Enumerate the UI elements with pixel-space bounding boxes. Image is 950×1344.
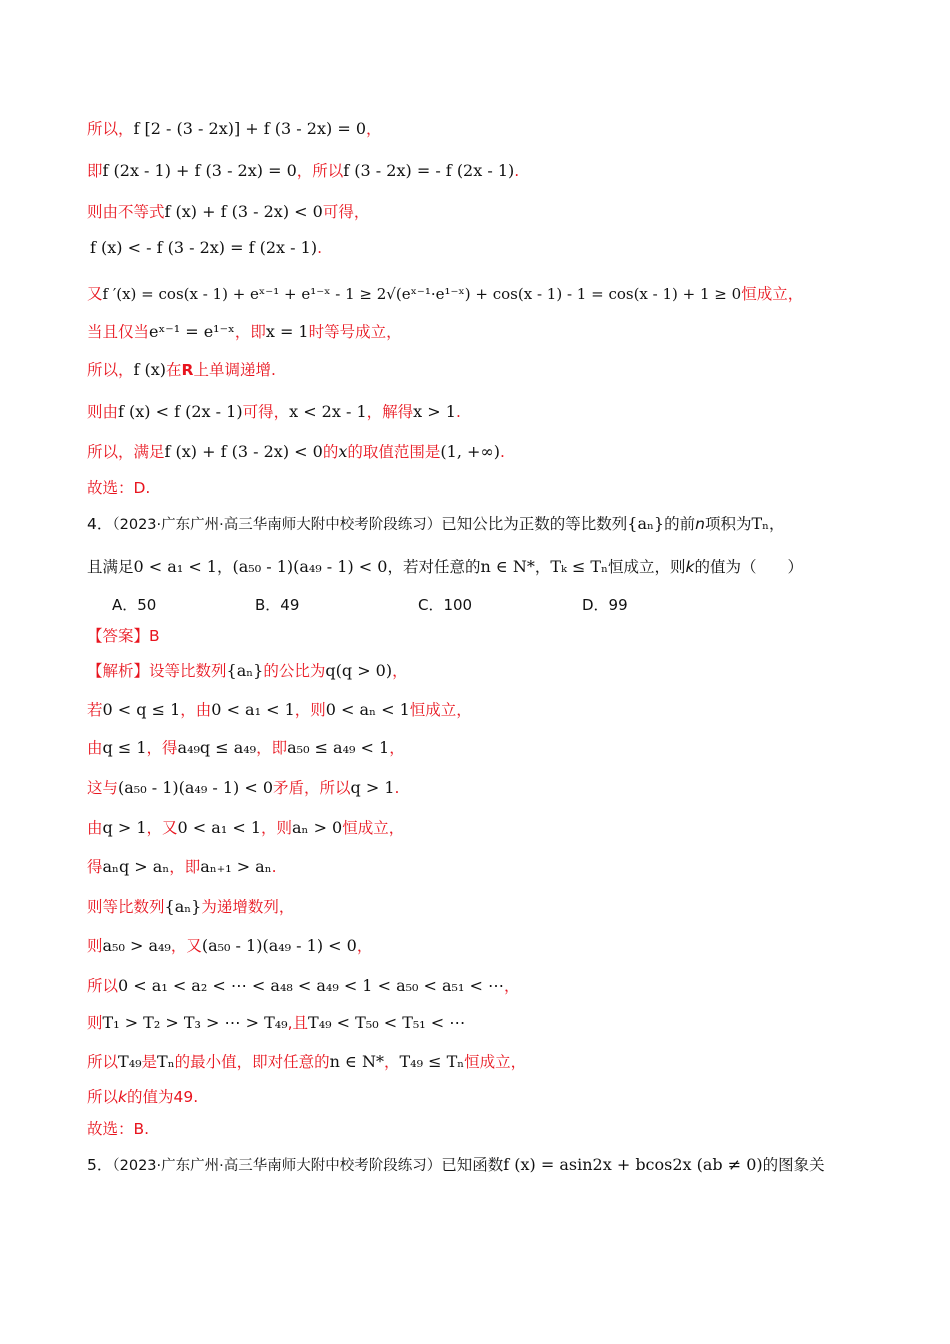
question-source: （2023·广东广州·高三华南师大附中校考阶段练习） xyxy=(112,517,442,533)
text: 恒成立，则 xyxy=(608,558,686,576)
formula: x > 1 xyxy=(413,402,456,421)
text: ，得 xyxy=(146,739,178,757)
analysis-line-10 xyxy=(87,1012,465,1034)
formula: aₙq > aₙ xyxy=(102,857,170,876)
text: 恒成立， xyxy=(741,285,804,303)
text: 时等号成立， xyxy=(308,323,402,341)
solution-line-2 xyxy=(87,160,519,182)
option-d: D．99 xyxy=(582,596,628,614)
text: 即 xyxy=(87,162,103,180)
formula: T₄₉ < T₅₀ < T₅₁ < ⋯ xyxy=(308,1013,466,1032)
formula: f (3 - 2x) = - f (2x - 1) xyxy=(343,161,515,180)
solution-line-6 xyxy=(87,321,402,343)
solution-line-3 xyxy=(87,201,369,223)
text: 设等比数列 xyxy=(149,662,227,680)
question-number: 4． xyxy=(87,515,113,533)
text: 的值为49. xyxy=(127,1088,199,1106)
option-c: C．100 xyxy=(418,596,473,614)
solution-line-5 xyxy=(87,283,803,305)
analysis-line-11 xyxy=(87,1051,526,1073)
text: . xyxy=(455,403,461,421)
analysis-line-3 xyxy=(87,737,405,759)
text: 故选：D. xyxy=(87,479,151,497)
formula: (a₅₀ - 1)(a₄₉ - 1) < 0 xyxy=(118,778,273,797)
analysis-label: 【解析】 xyxy=(87,662,150,680)
text: 的取值范围是 xyxy=(347,443,441,461)
formula: T₄₉ ≤ Tₙ xyxy=(399,1052,465,1071)
text: ， xyxy=(389,739,405,757)
analysis-line-2 xyxy=(87,699,472,721)
formula: a₄₉q ≤ a₄₉ xyxy=(177,738,257,757)
text: ，即 xyxy=(234,323,266,341)
formula: Tₙ xyxy=(157,1052,175,1071)
text: 的公比为 xyxy=(263,662,326,680)
text: ，若对任意的 xyxy=(387,558,481,576)
solution-line-1 xyxy=(87,118,382,140)
formula: {aₙ} xyxy=(164,897,202,916)
text: ， xyxy=(503,977,520,995)
formula: f [2 - (3 - 2x)] + f (3 - 2x) = 0 xyxy=(133,119,366,138)
text: 上单调递增. xyxy=(193,361,276,379)
text: 矛盾，所以 xyxy=(273,779,351,797)
text: 的前 xyxy=(664,515,696,533)
analysis-line-12 xyxy=(87,1086,198,1108)
text: . xyxy=(271,858,277,876)
formula: (a₅₀ - 1)(a₄₉ - 1) < 0 xyxy=(201,936,357,955)
formula: k xyxy=(685,558,695,576)
formula: x = 1 xyxy=(265,322,309,341)
text: ， xyxy=(769,515,785,533)
text: 已知函数 xyxy=(441,1156,504,1174)
formula: q > 1 xyxy=(102,818,147,837)
text: 恒成立， xyxy=(409,701,472,719)
formula: {aₙ} xyxy=(226,661,264,680)
text: 则由 xyxy=(87,403,119,421)
solution-line-9 xyxy=(87,441,505,463)
analysis-line-6 xyxy=(87,856,277,878)
text: 项积为 xyxy=(704,515,752,533)
text: ， xyxy=(383,1053,400,1071)
solution-line-8 xyxy=(87,401,461,423)
text: 所以，满足 xyxy=(87,443,165,461)
formula: f (x) + f (3 - 2x) < 0 xyxy=(164,442,323,461)
formula: T₄₉ xyxy=(118,1052,142,1071)
text: 若 xyxy=(87,701,103,719)
text: 故选：B. xyxy=(87,1120,150,1138)
text: ，则 xyxy=(294,701,326,719)
question-4-stem xyxy=(87,513,785,536)
formula: (1, +∞) xyxy=(440,442,500,461)
option-b: B．49 xyxy=(255,596,300,614)
formula: aₙ > 0 xyxy=(292,818,343,837)
text: 则 xyxy=(87,1014,103,1032)
option-a: A．50 xyxy=(112,596,157,614)
text: 可得， xyxy=(242,403,290,421)
text: 所以， xyxy=(87,120,134,138)
text: . xyxy=(394,779,400,797)
formula: 0 < a₁ < 1 xyxy=(177,818,261,837)
analysis-line-13 xyxy=(87,1118,149,1140)
text: 恒成立， xyxy=(464,1053,527,1071)
analysis-line-1 xyxy=(87,660,408,682)
text: ，即 xyxy=(256,739,288,757)
text: ， xyxy=(392,662,408,680)
question-4-stem-2 xyxy=(87,556,803,578)
formula: 0 < a₁ < a₂ < ⋯ < a₄₈ < a₄₉ < 1 < a₅₀ < a₅₁ < ⋯ xyxy=(118,976,504,995)
text: 可得， xyxy=(322,203,370,221)
solution-line-7 xyxy=(87,359,276,381)
text: 所以， xyxy=(87,361,134,379)
formula: a₅₀ > a₄₉ xyxy=(102,936,171,955)
text: 的 xyxy=(322,443,339,461)
text: 的图象关 xyxy=(762,1156,825,1174)
answer-label xyxy=(87,625,160,647)
text: 所以 xyxy=(87,977,119,995)
text: 的值为（ ） xyxy=(694,558,804,576)
text: 这与 xyxy=(87,779,119,797)
text: ， xyxy=(216,558,233,576)
question-source: （2023·广东广州·高三华南师大附中校考阶段练习） xyxy=(112,1158,442,1174)
formula: x < 2x - 1 xyxy=(289,402,367,421)
formula: f (x) < - f (3 - 2x) = f (2x - 1) xyxy=(90,238,318,257)
text: ， xyxy=(534,558,551,576)
formula: f (x) < f (2x - 1) xyxy=(118,402,243,421)
formula: 0 < a₁ < 1 xyxy=(211,700,295,719)
text: . xyxy=(499,443,505,461)
formula: {aₙ} xyxy=(627,514,665,533)
formula: Tₖ ≤ Tₙ xyxy=(550,557,609,576)
formula: T₁ > T₂ > T₃ > ⋯ > T₄₉ xyxy=(102,1013,288,1032)
formula: n ∈ N* xyxy=(329,1052,384,1071)
text: 则由不等式 xyxy=(87,203,165,221)
formula: Tₙ xyxy=(751,514,770,533)
formula: n xyxy=(695,515,705,533)
text: 又 xyxy=(87,285,103,303)
question-5-stem xyxy=(87,1154,825,1177)
text: ，所以 xyxy=(296,162,344,180)
text: ， xyxy=(356,937,373,955)
formula: f (x) + f (3 - 2x) < 0 xyxy=(164,202,323,221)
formula: aₙ₊₁ > aₙ xyxy=(200,857,272,876)
formula: k xyxy=(118,1088,127,1106)
solution-line-10 xyxy=(87,477,150,499)
formula: x xyxy=(338,442,348,461)
formula: 0 < q ≤ 1 xyxy=(102,700,181,719)
text: 且满足 xyxy=(87,558,134,576)
question-number: 5． xyxy=(87,1156,113,1174)
text: 为递增数列， xyxy=(201,898,295,916)
text: ， xyxy=(366,120,382,138)
formula: f (2x - 1) + f (3 - 2x) = 0 xyxy=(102,161,297,180)
text: ，则 xyxy=(261,819,293,837)
question-4-options xyxy=(0,594,950,616)
text: 在 xyxy=(166,361,182,379)
text: R xyxy=(181,361,194,379)
formula: 0 < aₙ < 1 xyxy=(325,700,410,719)
analysis-line-5 xyxy=(87,817,404,839)
text: 由 xyxy=(87,739,103,757)
formula: f ′(x) = cos(x - 1) + eˣ⁻¹ + e¹⁻ˣ - 1 ≥ 2√(eˣ⁻¹·e¹⁻ˣ) + cos(x - 1) - 1 = cos(x - 1) + 1 ≥ 0 xyxy=(102,285,742,303)
formula: n ∈ N* xyxy=(480,557,535,576)
analysis-line-7 xyxy=(87,896,294,918)
solution-line-4 xyxy=(90,237,322,259)
text: ,且 xyxy=(287,1014,309,1032)
text: 则 xyxy=(87,937,103,955)
text: ，即 xyxy=(169,858,201,876)
formula: a₅₀ ≤ a₄₉ < 1 xyxy=(287,738,390,757)
text: 恒成立， xyxy=(342,819,405,837)
analysis-line-9 xyxy=(87,975,519,997)
text: 是 xyxy=(141,1053,158,1071)
text: ，解得 xyxy=(366,403,414,421)
formula: eˣ⁻¹ = e¹⁻ˣ xyxy=(149,322,235,341)
analysis-line-4 xyxy=(87,777,399,799)
text: ，由 xyxy=(180,701,212,719)
formula: q(q > 0) xyxy=(325,661,393,680)
formula: q ≤ 1 xyxy=(102,738,147,757)
text: 当且仅当 xyxy=(87,323,150,341)
text: 则等比数列 xyxy=(87,898,165,916)
text: 所以 xyxy=(87,1053,119,1071)
formula: (a₅₀ - 1)(a₄₉ - 1) < 0 xyxy=(232,557,388,576)
formula: q > 1 xyxy=(350,778,395,797)
text: 的最小值，即对任意的 xyxy=(174,1053,330,1071)
formula: 0 < a₁ < 1 xyxy=(133,557,217,576)
text: 已知公比为正数的等比数列 xyxy=(441,515,628,533)
answer: 【答案】B xyxy=(87,627,160,645)
text: . xyxy=(317,239,323,257)
analysis-line-8 xyxy=(87,935,372,957)
formula: f (x) = asin2x + bcos2x (ab ≠ 0) xyxy=(503,1155,763,1174)
text: 所以 xyxy=(87,1088,119,1106)
text: ，又 xyxy=(170,937,202,955)
text: . xyxy=(514,162,520,180)
text: 得 xyxy=(87,858,103,876)
text: 由 xyxy=(87,819,103,837)
text: ，又 xyxy=(146,819,178,837)
formula: f (x) xyxy=(133,360,167,379)
